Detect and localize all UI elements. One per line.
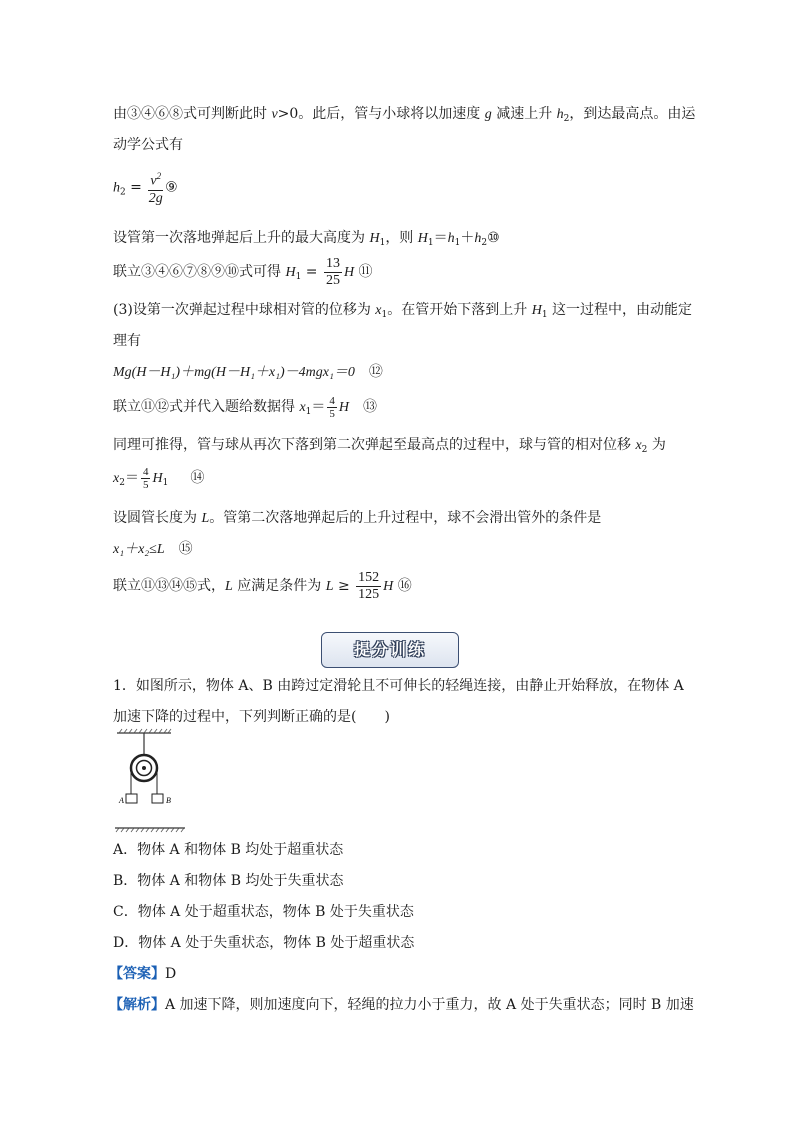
option-d: D．物体 A 处于失重状态，物体 B 处于超重状态: [113, 935, 415, 951]
text-line: 同理可推得，管与球从再次下落到第二次弹起至最高点的过程中，球与管的相对位移 $x_2$ 为: [113, 437, 666, 455]
equation-9: $h_2$ = $\frac{v^2}{2g}$ ⑨: [113, 168, 178, 209]
text-line: 由③④⑥⑧式可判断此时 v>0。此后，管与小球将以加速度 g 减速上升 $h_2$，到达最高点。由运: [113, 106, 696, 124]
equation-16: 联立⑪⑬⑭⑮式，L 应满足条件为 L ≥ $\frac{152}{125}$ H ⑯: [113, 569, 412, 602]
question-stem: 加速下降的过程中，下列判断正确的是( ): [113, 709, 390, 725]
label-a: A: [119, 796, 124, 805]
option-b: B．物体 A 和物体 B 均处于失重状态: [113, 873, 344, 889]
text-line: 动学公式有: [113, 137, 183, 153]
equation-14: $x_2=$ $\frac{4}{5}$ $H_1$ ⑭: [113, 465, 205, 491]
equation-13: 联立⑪⑫式并代入题给数据得 $x_1=$ $\frac{4}{5}$ H ⑬: [113, 394, 378, 420]
block-a: [126, 794, 137, 803]
analysis-tag: 【解析】: [109, 997, 165, 1013]
analysis-text: A 加速下降，则加速度向下，轻绳的拉力小于重力，故 A 处于失重状态；同时 B 加速: [165, 997, 694, 1013]
answer-line: [109, 964, 176, 984]
equation-10: 设管第一次落地弹起后上升的最大高度为 $H_1$，则 $H_1=h_1+h_2⑩$: [113, 230, 500, 248]
section-banner: 提分训练: [321, 632, 459, 668]
equation-15: x₁＋x₂≤L ⑮: [113, 541, 193, 557]
fraction: $\frac{13}{25}$: [325, 255, 340, 288]
fraction: $\frac{4}{5}$: [142, 465, 149, 491]
fraction: $\frac{4}{5}$: [329, 394, 335, 420]
equation-12: Mg(H－H₁)＋mg(H－H₁＋x₁)－4mgx₁＝0 ⑫: [113, 364, 383, 380]
fraction: $\frac{v^2}{2g}$: [148, 168, 163, 207]
answer-tag: 【答案】: [109, 966, 165, 982]
answer-value: D: [165, 966, 177, 982]
label-b: B: [166, 796, 171, 805]
option-a: A．物体 A 和物体 B 均处于超重状态: [113, 842, 344, 858]
text-line: 理有: [113, 333, 141, 349]
pulley-axle: [142, 766, 146, 770]
pulley-figure: [113, 728, 193, 838]
question-stem: 1．如图所示，物体 A、B 由跨过定滑轮且不可伸长的轻绳连接，由静止开始释放，在物体 A: [113, 678, 684, 694]
option-c: C．物体 A 处于超重状态，物体 B 处于失重状态: [113, 904, 414, 920]
fraction: $\frac{152}{125}$: [358, 569, 380, 602]
text-line: (3)设第一次弹起过程中球相对管的位移为 $x_1$。在管开始下落到上升 $H_1$ 这一过程中，由动能定: [113, 302, 692, 320]
analysis-line: [109, 995, 694, 1015]
block-b: [152, 794, 163, 803]
equation-11: 联立③④⑥⑦⑧⑨⑩式可得 $H_1$ = $\frac{13}{25}$ H ⑪: [113, 255, 373, 288]
text-line: 设圆管长度为 L。管第二次落地弹起后的上升过程中，球不会滑出管外的条件是: [113, 510, 602, 526]
